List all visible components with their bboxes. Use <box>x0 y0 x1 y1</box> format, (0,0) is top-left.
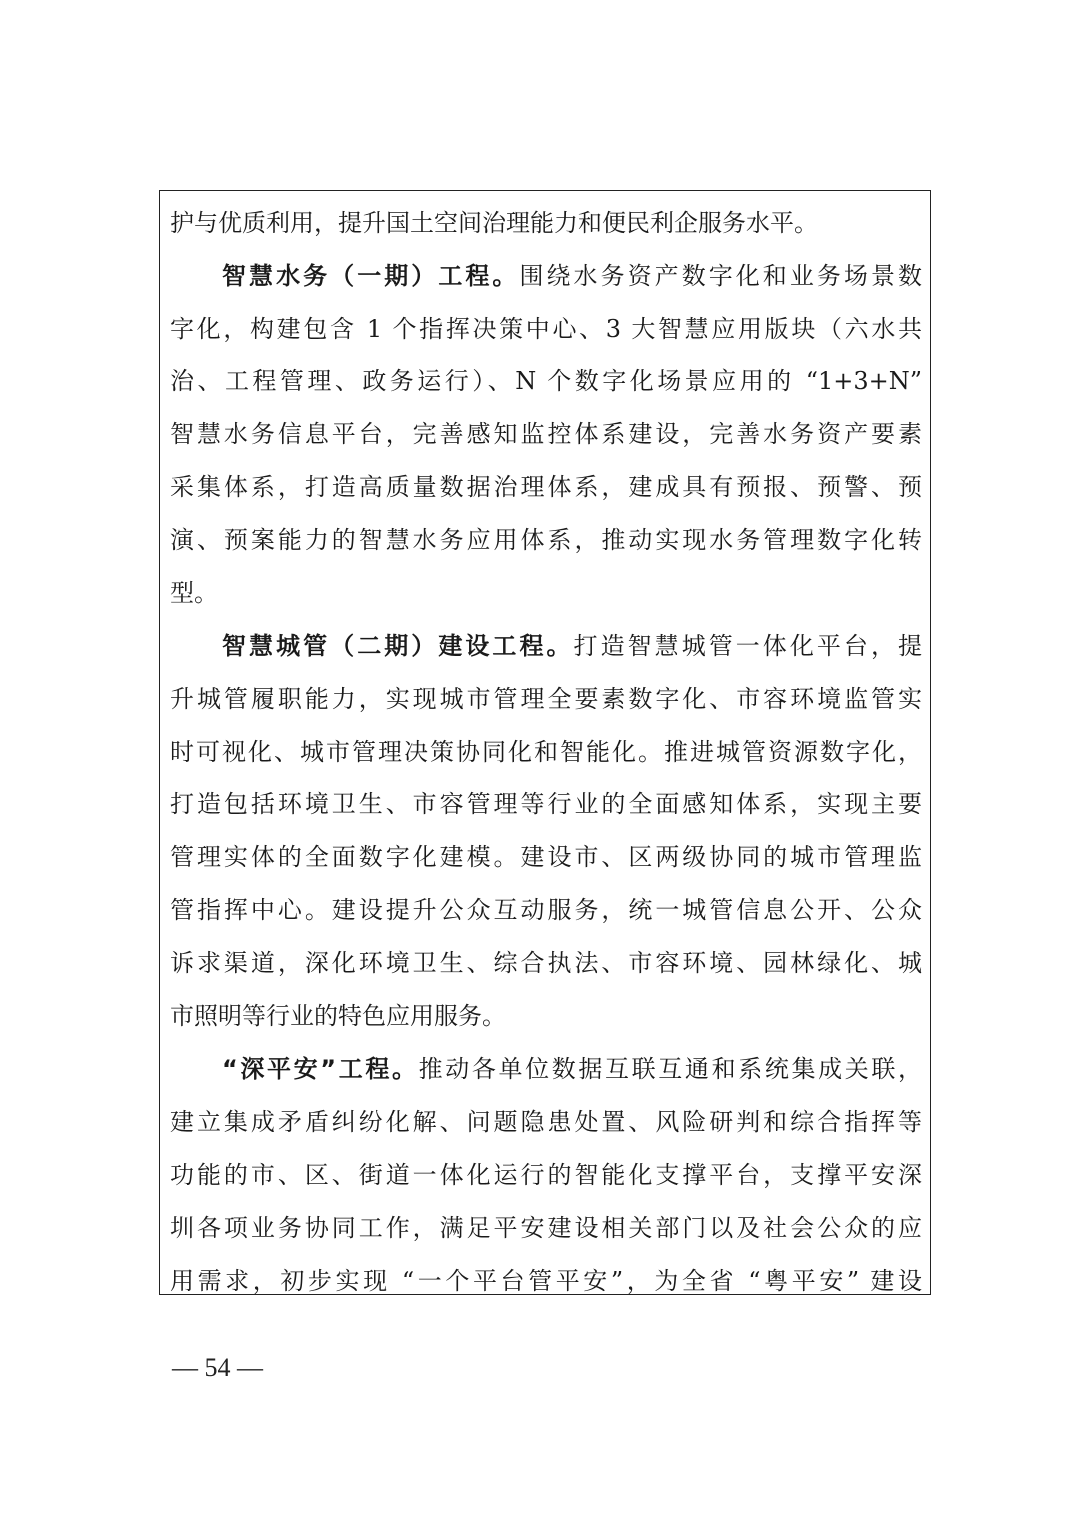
section-text: 推动各单位数据互联互通和系统集成关联， <box>418 1055 922 1083</box>
text-line: 管理实体的全面数字化建模。建设市、区两级协同的城市管理监 <box>170 843 922 871</box>
text-line: 建立集成矛盾纠纷化解、问题隐患处置、风险研判和综合指挥等 <box>170 1108 922 1136</box>
text-line: 功能的市、区、街道一体化运行的智能化支撑平台，支撑平安深 <box>170 1161 922 1189</box>
section-heading: 智慧城管（二期）建设工程。 <box>222 632 574 660</box>
section-text: 围绕水务资产数字化和业务场景数 <box>519 262 923 290</box>
text-line: 诉求渠道，深化环境卫生、综合执法、市容环境、园林绿化、城 <box>170 949 922 977</box>
text-line: 护与优质利用，提升国土空间治理能力和便民利企服务水平。 <box>170 209 818 237</box>
section-text: 打造智慧城管一体化平台，提 <box>573 632 923 660</box>
text-line <box>222 1049 922 1089</box>
text-line: 市照明等行业的特色应用服务。 <box>170 1002 506 1030</box>
text-line: 打造包括环境卫生、市容管理等行业的全面感知体系，实现主要 <box>170 790 922 818</box>
section-heading: “深平安”工程。 <box>222 1055 419 1083</box>
page-number: — 54 — <box>172 1353 263 1382</box>
text-line: 时可视化、城市管理决策协同化和智能化。推进城管资源数字化， <box>170 738 922 766</box>
text-line: 字化，构建包含 1 个指挥决策中心、3 大智慧应用版块（六水共 <box>170 315 922 343</box>
text-line: 升城管履职能力，实现城市管理全要素数字化、市容环境监管实 <box>170 685 922 713</box>
text-line <box>222 256 922 296</box>
text-line: 治、工程管理、政务运行）、N 个数字化场景应用的 “1+3+N” <box>170 367 922 395</box>
text-line: 型。 <box>170 579 218 607</box>
text-line: 智慧水务信息平台，完善感知监控体系建设，完善水务资产要素 <box>170 420 922 448</box>
text-line <box>222 626 922 666</box>
text-line: 演、预案能力的智慧水务应用体系，推动实现水务管理数字化转 <box>170 526 922 554</box>
text-line: 圳各项业务协同工作，满足平安建设相关部门以及社会公众的应 <box>170 1214 922 1242</box>
section-heading: 智慧水务（一期）工程。 <box>222 262 520 290</box>
text-line: 用需求，初步实现 “一个平台管平安”，为全省 “粤平安” 建设 <box>170 1267 922 1295</box>
text-line: 采集体系，打造高质量数据治理体系，建成具有预报、预警、预 <box>170 473 922 501</box>
text-line: 管指挥中心。建设提升公众互动服务，统一城管信息公开、公众 <box>170 896 922 924</box>
